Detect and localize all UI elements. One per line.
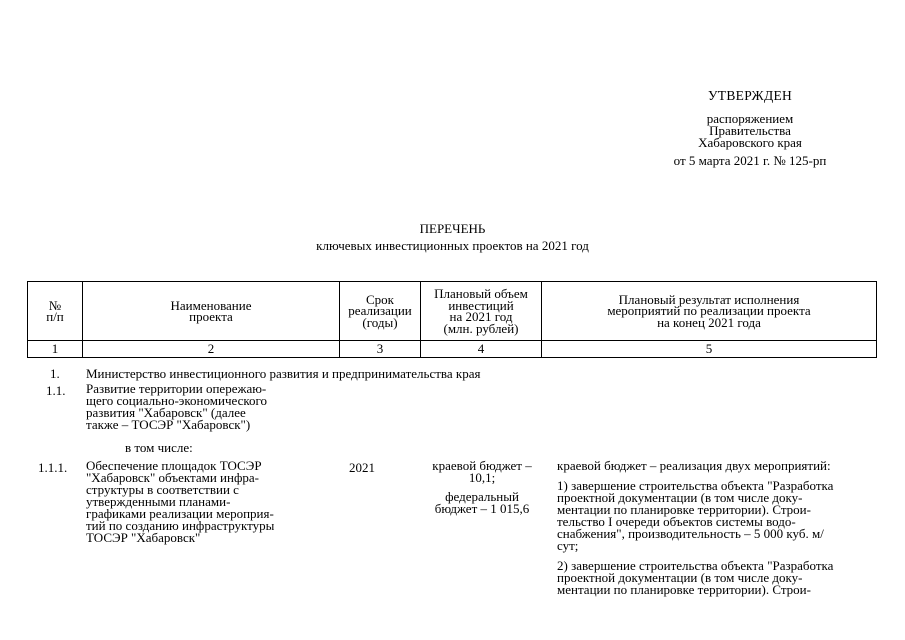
item-name-line: графиками реализации мероприя- <box>86 506 274 521</box>
header-col-number-line-2: п/п <box>46 309 64 324</box>
header-col-period <box>340 282 421 341</box>
item-name-line: Обеспечение площадок ТОСЭР <box>86 458 262 473</box>
column-number-1: 1 <box>28 341 83 358</box>
header-col-investment <box>421 282 542 341</box>
result-1-line: проектной документации (в том числе доку- <box>557 490 803 505</box>
header-col-period-line-1: Срок <box>366 291 394 307</box>
header-col-number-line-1: № <box>48 297 62 313</box>
item-1-1-1-investment <box>418 460 546 515</box>
approval-date-number: от 5 марта 2021 г. № 125-рп <box>673 153 827 168</box>
header-col-name-line-1: Наименование <box>170 297 252 313</box>
result-2-line: 2) завершение строительства объекта "Разработка <box>557 558 834 573</box>
investment-line: бюджет – 1 015,6 <box>434 501 530 516</box>
header-col-investment-line-2: инвестиций <box>448 297 514 313</box>
result-2-line: проектной документации (в том числе доку- <box>557 570 803 585</box>
column-number-3: 3 <box>340 341 421 358</box>
result-intro: краевой бюджет – реализация двух мероприятий: <box>557 458 831 473</box>
item-name-line: ТОСЭР "Хабаровск" <box>86 530 201 545</box>
result-1-line: ментации по планировке территории). Строи- <box>557 502 811 517</box>
section-1-1-including: в том числе: <box>125 440 193 455</box>
section-1-number: 1. <box>50 366 60 381</box>
approval-line-3: Хабаровского края <box>698 135 802 150</box>
header-col-result-line-2: мероприятий по реализации проекта <box>607 303 811 319</box>
result-1-line: 1) завершение строительства объекта "Разработка <box>557 478 834 493</box>
item-1-1-1-result <box>557 460 833 596</box>
header-col-investment-line-1: Плановый объем <box>434 286 528 301</box>
item-1-1-1-year: 2021 <box>349 460 375 475</box>
section-1-1-title-line: также – ТОСЭР "Хабаровск") <box>86 417 251 432</box>
investment-line: краевой бюджет – <box>432 458 532 473</box>
header-col-investment-line-3: на 2021 год <box>449 309 513 324</box>
header-col-investment-line-4: (млн. рублей) <box>443 320 519 336</box>
approval-title: УТВЕРЖДЕН <box>707 88 793 103</box>
column-number-4: 4 <box>421 341 542 358</box>
approval-line-2: Правительства <box>709 123 791 138</box>
approval-line-1: распоряжением <box>706 111 794 126</box>
section-1-title: Министерство инвестиционного развития и предпринимательства края <box>86 366 481 381</box>
result-2-line: ментации по планировке территории). Строи- <box>557 582 811 597</box>
item-1-1-1-number: 1.1.1. <box>38 460 68 475</box>
header-col-result-line-3: на конец 2021 года <box>657 314 761 330</box>
document-subtitle: ключевых инвестиционных проектов на 2021 год <box>316 238 589 253</box>
section-1-1-title-line: Развитие территории опережаю- <box>86 381 267 396</box>
section-1-1-title-line: развития "Хабаровск" (далее <box>86 405 246 420</box>
result-1-line: тельство I очереди объектов системы водо- <box>557 514 796 529</box>
item-name-line: утвержденными планами- <box>86 494 231 509</box>
section-1-1-title <box>86 383 267 431</box>
result-1-line: снабжения", производительность – 5 000 куб. м/ <box>557 526 824 541</box>
item-name-line: "Хабаровск" объектами инфра- <box>86 470 259 485</box>
column-number-2: 2 <box>83 341 340 358</box>
item-1-1-1-name <box>86 460 274 544</box>
item-name-line: структуры в соответствии с <box>86 482 239 497</box>
header-col-result <box>542 282 877 341</box>
header-col-period-line-2: реализации <box>348 303 412 319</box>
document-title: ПЕРЕЧЕНЬ <box>419 221 486 236</box>
item-name-line: тий по созданию инфраструктуры <box>86 518 275 533</box>
header-col-number <box>28 282 83 341</box>
result-1-line: сут; <box>557 538 579 553</box>
section-1-1-title-line: щего социально-экономического <box>86 393 268 408</box>
investment-line: федеральный <box>445 489 519 504</box>
header-col-name <box>83 282 340 341</box>
header-col-name-line-2: проекта <box>189 309 233 324</box>
column-number-5: 5 <box>542 341 877 358</box>
section-1-1-number: 1.1. <box>46 383 66 398</box>
header-col-result-line-1: Плановый результат исполнения <box>618 291 800 307</box>
investment-line: 10,1; <box>468 470 496 485</box>
projects-table-header <box>27 281 877 358</box>
header-col-period-line-3: (годы) <box>362 314 398 330</box>
